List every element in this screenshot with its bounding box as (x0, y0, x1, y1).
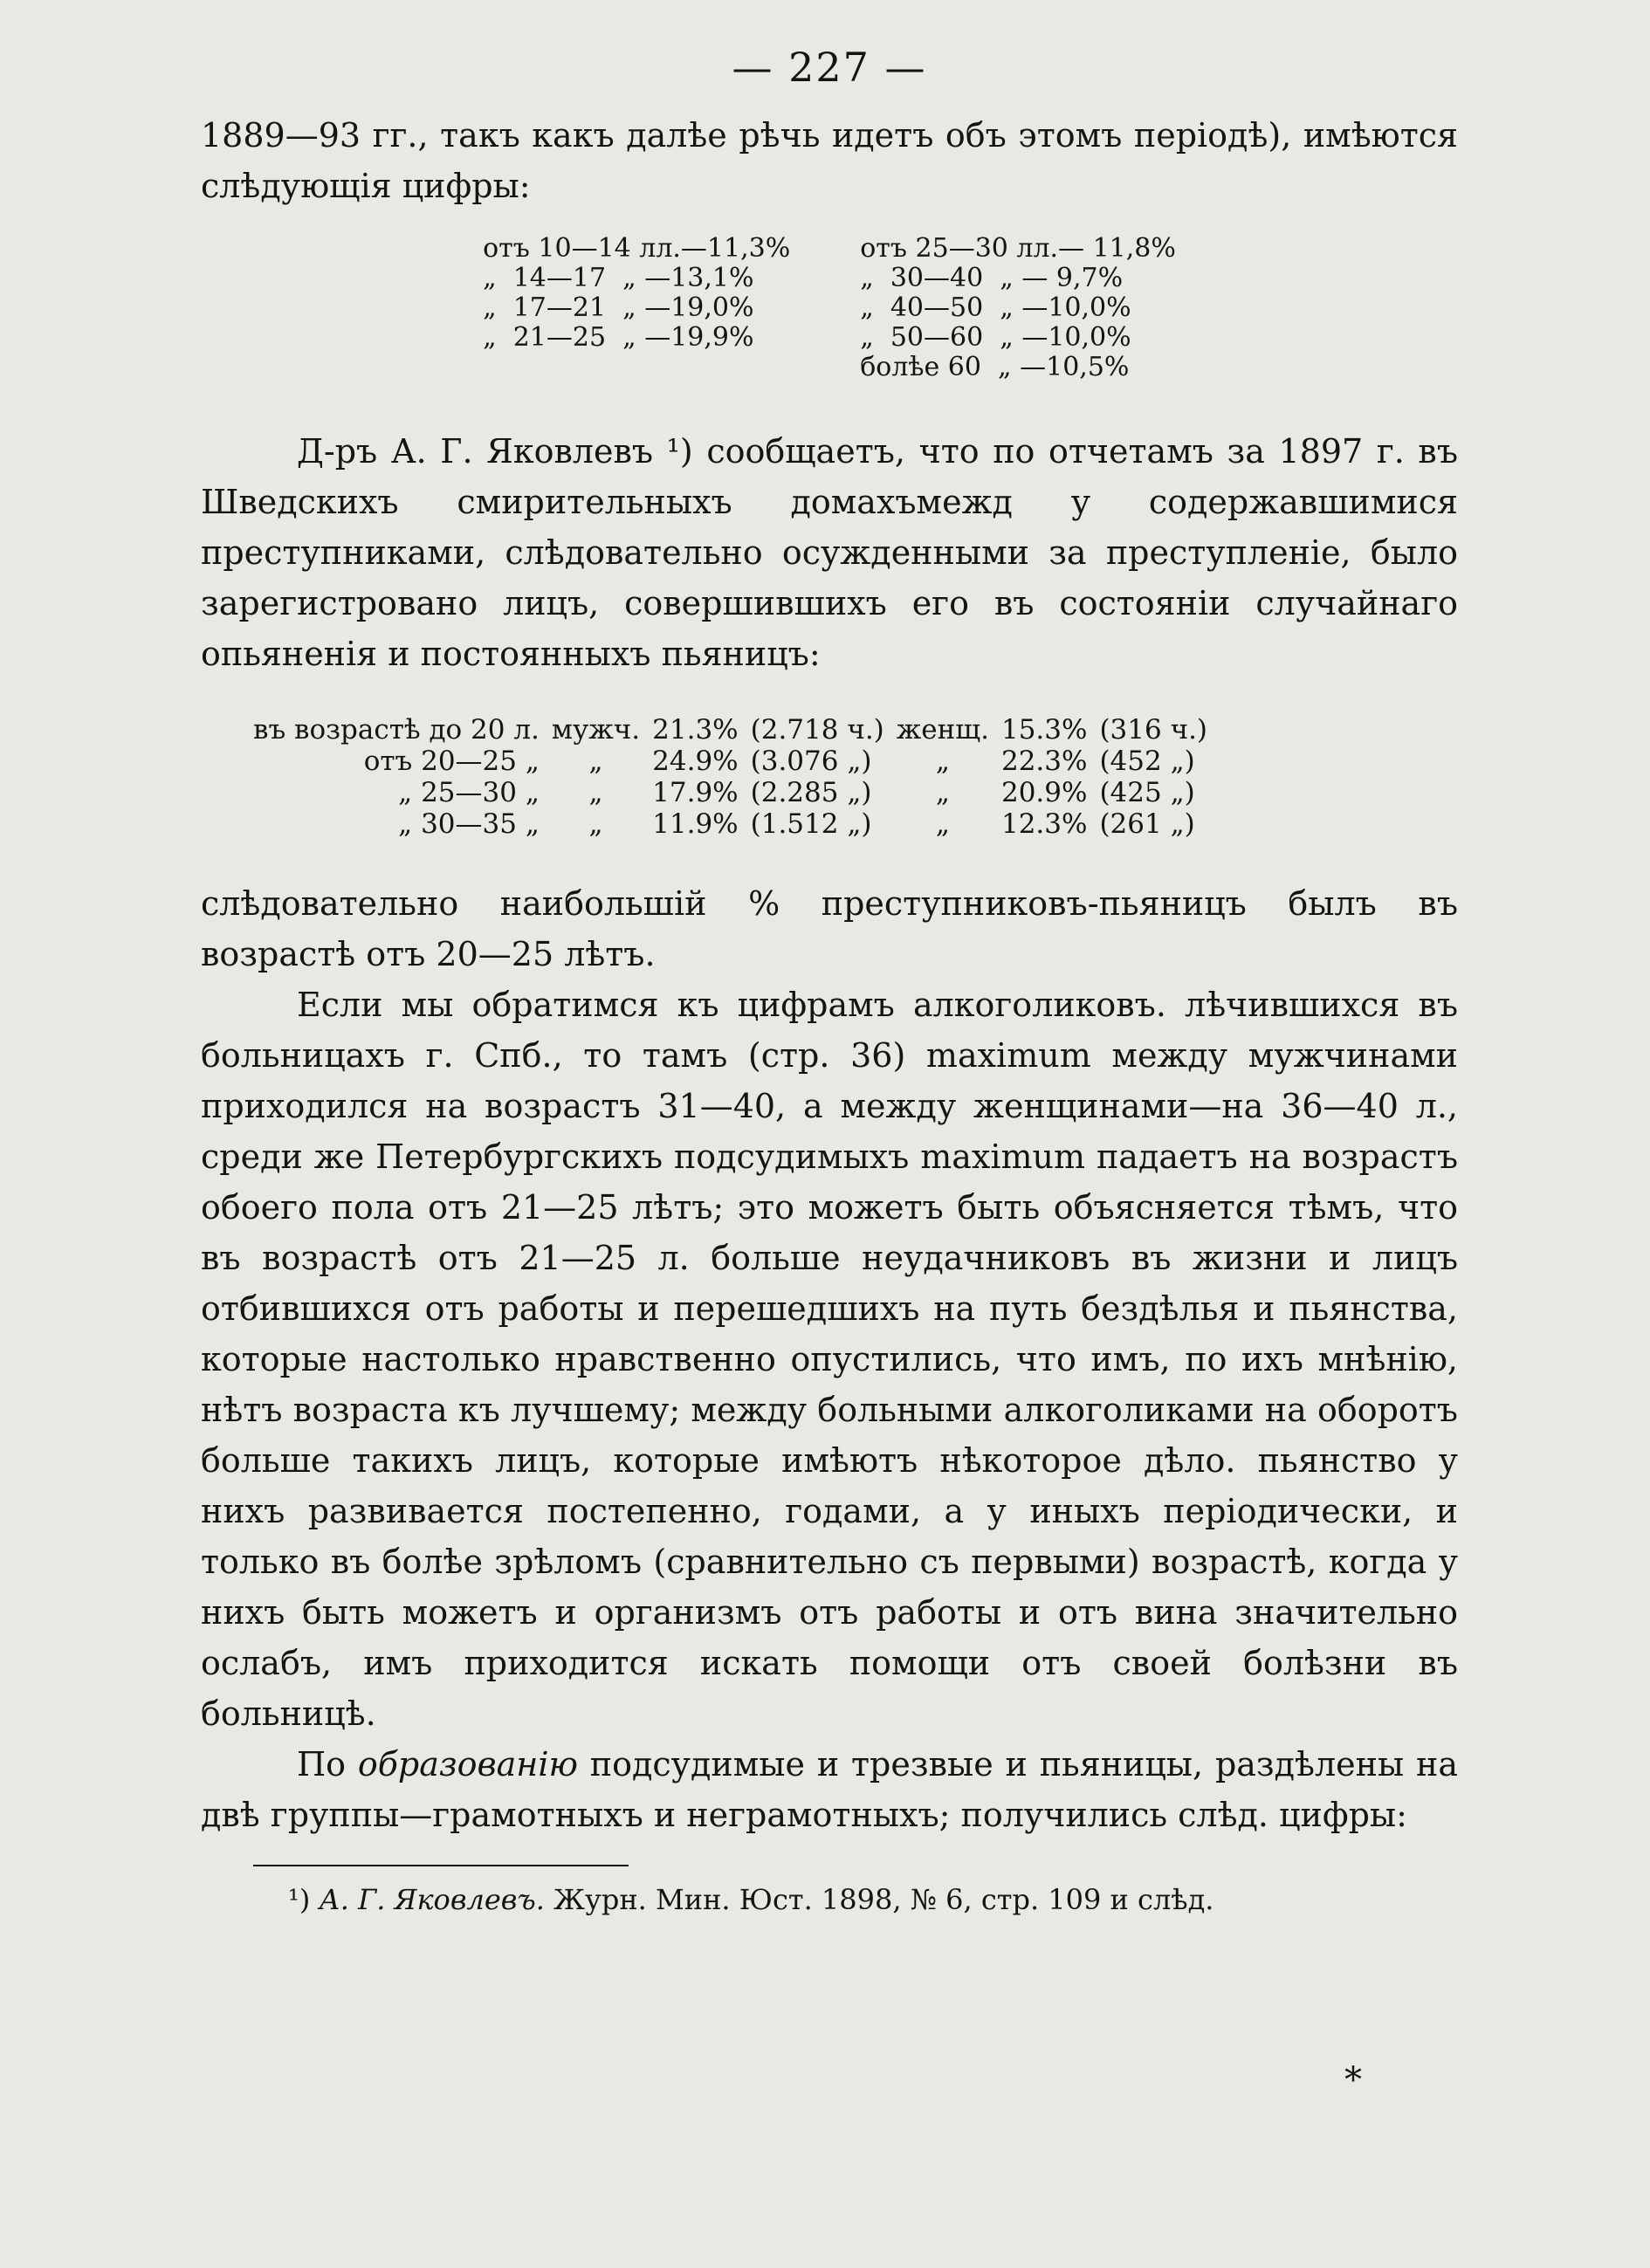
table-cell: „ (588, 808, 603, 840)
table-cell: 21.3% (652, 714, 739, 746)
age-row: болѣе 60 „ —10,5% (860, 352, 1130, 382)
age-row: „ 17—21 „ —19,0% (483, 292, 754, 323)
table-cell: женщ. (896, 714, 989, 746)
table-cell: „ (588, 777, 603, 808)
education-text-before: По (297, 1745, 358, 1783)
age-distribution-table (201, 234, 1458, 382)
signature-mark: * (1344, 2060, 1362, 2100)
table-cell: (1.512 „) (750, 808, 872, 840)
table-cell: 15.3% (1000, 714, 1088, 746)
table-cell: (261 „) (1099, 808, 1195, 840)
table-row (253, 777, 1220, 808)
table-cell: (452 „) (1099, 746, 1195, 777)
table-cell: „ 25—30 „ (398, 777, 540, 808)
paragraph-alcoholics: Если мы обратимся къ цифрамъ алкоголиковъ. лѣчившихся въ больницахъ г. Спб., то тамъ (стр. 36) maximum между мужчинами приходился на возрастъ 31—40, а между женщинами—на 36—40 л., среди же Петербургскихъ подсудимыхъ maximum падаетъ на возрастъ обоего пола отъ 21—25 лѣтъ; это можетъ быть объясняется тѣмъ, что въ возрастѣ отъ 21—25 л. больше неудачниковъ въ жизни и лицъ отбившихся отъ работы и перешедшихъ на путь бездѣлья и пьянства, которые настолько нравственно опустились, что имъ, по ихъ мнѣнію, нѣтъ возраста къ лучшему; между больными алкоголиками на оборотъ больше такихъ лицъ, которые имѣютъ нѣкоторое дѣло. пьянство у нихъ развивается постепенно, годами, а у иныхъ періодически, и только въ болѣе зрѣломъ (сравнительно съ первыми) возрастѣ, когда у нихъ быть можетъ и организмъ отъ работы и отъ вина значительно ослабъ, имъ приходится искать помощи отъ своей болѣзни въ больницѣ. (201, 986, 1458, 1733)
page-number: — 227 — (732, 44, 927, 91)
paragraph-yakovlev: Д-ръ А. Г. Яковлевъ ¹) сообщаетъ, что по отчетамъ за 1897 г. въ Шведскихъ смирительныхъ домахъмежд у содержавшимися преступниками, слѣдовательно осужденными за преступленіе, было зарегистровано лицъ, совершившихъ его въ состояніи случайнаго опьяненія и постоянныхъ пьяницъ: (201, 432, 1458, 673)
table-cell: (2.285 „) (750, 777, 872, 808)
swedish-prison-table (253, 714, 1220, 840)
table-cell: отъ 20—25 „ (363, 746, 540, 777)
table-cell: 11.9% (652, 808, 739, 840)
footnote-author: А. Г. Яковлевъ. (319, 1883, 545, 1916)
table-cell: 20.9% (1000, 777, 1088, 808)
age-row: „ 40—50 „ —10,0% (860, 292, 1131, 323)
table-cell: 22.3% (1000, 746, 1088, 777)
table-row (253, 714, 1220, 746)
table-cell: „ 30—35 „ (398, 808, 540, 840)
table-cell: „ (935, 808, 950, 840)
footnote-text: Журн. Мин. Юст. 1898, № 6, стр. 109 и слѣд. (553, 1883, 1214, 1916)
age-column-right (860, 234, 1176, 382)
age-row: отъ 10—14 лл.—11,3% (483, 233, 791, 264)
footnote-marker: ¹) (288, 1883, 311, 1916)
table-row (253, 746, 1220, 777)
table-cell: 12.3% (1000, 808, 1088, 840)
age-row: отъ 25—30 лл.— 11,8% (860, 233, 1176, 264)
table-cell: (3.076 „) (750, 746, 872, 777)
table-cell: „ (588, 746, 603, 777)
table-cell: (425 „) (1099, 777, 1195, 808)
education-text-after: подсудимые и трезвые и пьяницы, раздѣлены на двѣ группы—грамотныхъ и неграмотныхъ; получились слѣд. цифры: (201, 1745, 1458, 1834)
footnote-divider (253, 1865, 629, 1866)
age-column-left (483, 234, 790, 382)
age-row: „ 14—17 „ —13,1% (483, 263, 754, 293)
age-row: „ 30—40 „ — 9,7% (860, 263, 1124, 293)
paragraph-education (201, 1739, 1458, 1840)
table-cell: (316 ч.) (1099, 714, 1208, 746)
table-cell: 24.9% (652, 746, 739, 777)
paragraph-conclusion: слѣдовательно наибольшій % преступниковъ-пьяницъ былъ въ возрастѣ отъ 20—25 лѣтъ. (201, 884, 1458, 973)
table-cell: „ (935, 746, 950, 777)
table-cell: мужч. (551, 714, 641, 746)
table-cell: „ (935, 777, 950, 808)
age-row: „ 50—60 „ —10,0% (860, 322, 1131, 353)
age-row: „ 21—25 „ —19,9% (483, 322, 754, 353)
table-cell: въ возрастѣ до 20 л. (253, 714, 540, 746)
table-cell: 17.9% (652, 777, 739, 808)
paragraph-intro: 1889—93 гг., такъ какъ далѣе рѣчь идетъ объ этомъ періодѣ), имѣются слѣдующія цифры: (201, 116, 1458, 205)
table-cell: (2.718 ч.) (750, 714, 884, 746)
table-row (253, 808, 1220, 840)
education-emphasis: образованію (357, 1745, 578, 1783)
footnote (288, 1882, 1458, 1917)
